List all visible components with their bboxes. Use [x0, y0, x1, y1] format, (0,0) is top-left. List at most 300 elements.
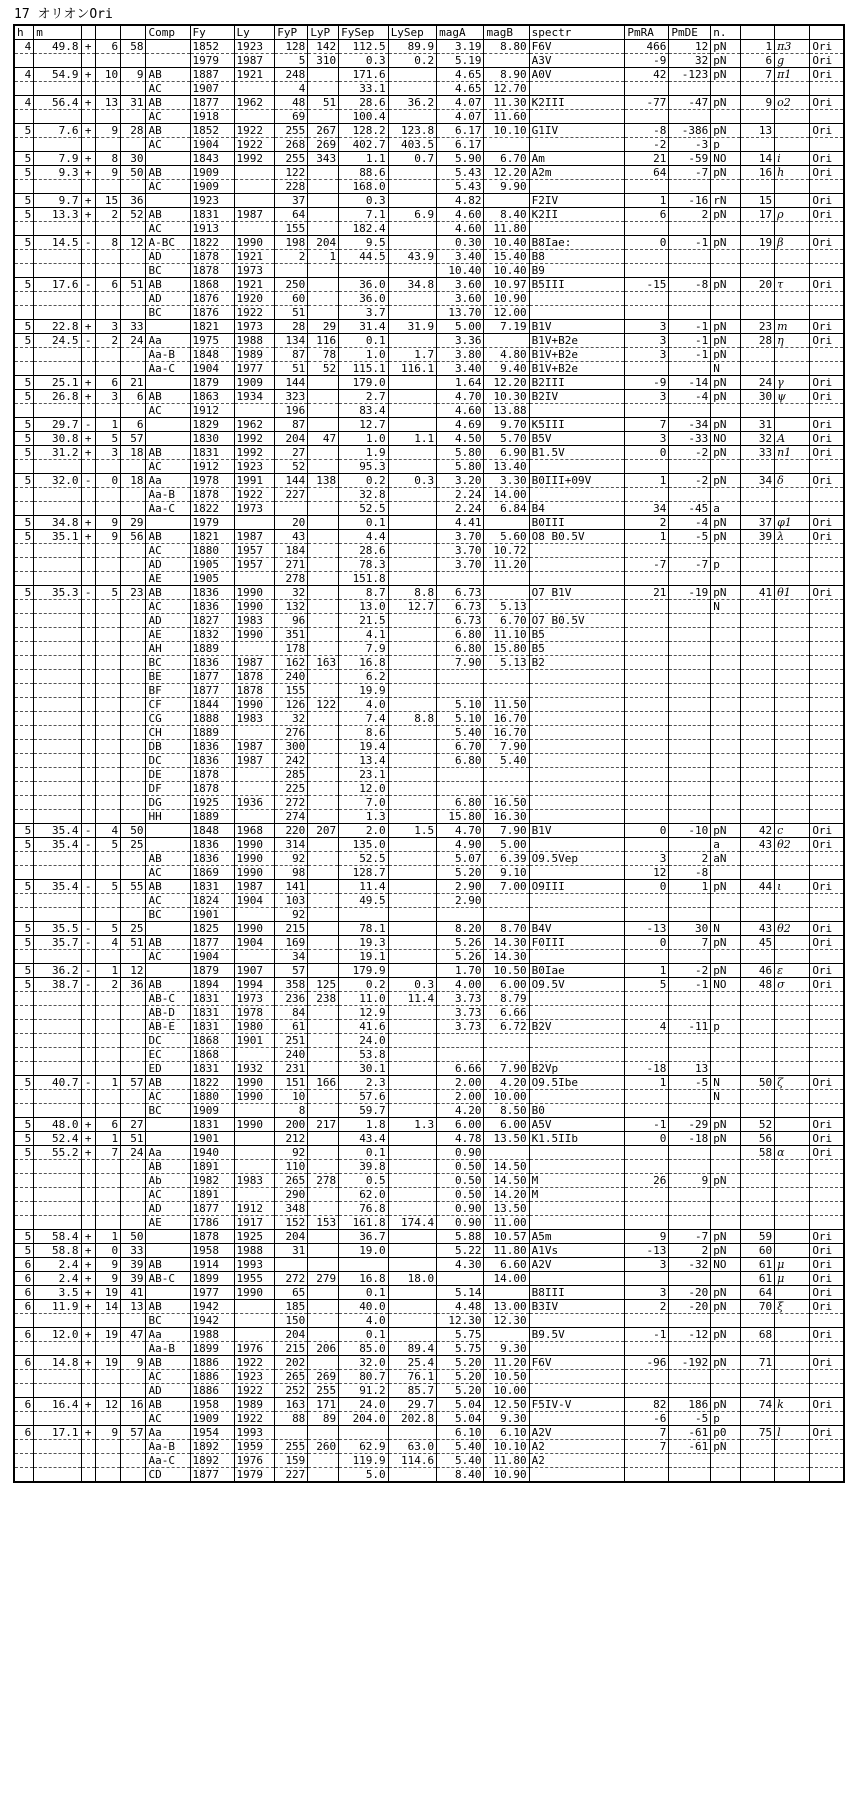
- table-row: [15, 1104, 843, 1118]
- cell-fysep: 7.4: [339, 712, 389, 726]
- cell-comp: AB: [146, 880, 190, 894]
- cell-fysep: 182.4: [339, 222, 389, 236]
- cell-ly: 1983: [234, 614, 275, 628]
- cell-fysep: 9.5: [339, 236, 389, 250]
- cell-lysep: [388, 1132, 436, 1146]
- cell-note: [711, 306, 741, 320]
- cell-sign: +: [81, 1244, 95, 1258]
- cell-maga: 3.80: [437, 348, 484, 362]
- cell-lysep: 8.8: [388, 712, 436, 726]
- cell-magb: 11.60: [484, 110, 529, 124]
- cell-dec-deg: [95, 306, 120, 320]
- cell-dec-deg: [95, 908, 120, 922]
- cell-pmra: -7: [625, 558, 669, 572]
- cell-magb: 6.70: [484, 614, 529, 628]
- cell-dec-min: [121, 292, 146, 306]
- cell-letter: [775, 1020, 810, 1034]
- cell-lyp: [308, 1006, 339, 1020]
- cell-dec-deg: [95, 992, 120, 1006]
- cell-lysep: [388, 670, 436, 684]
- cell-spectr: [529, 908, 625, 922]
- cell-h: 5: [15, 1132, 34, 1146]
- cell-note: [711, 1370, 741, 1384]
- cell-const: Ori: [810, 1398, 843, 1412]
- cell-letter: θ2: [775, 838, 810, 852]
- cell-fy: 1878: [190, 782, 234, 796]
- header-dec-min: [121, 26, 146, 40]
- cell-note: [711, 684, 741, 698]
- cell-note: [711, 768, 741, 782]
- cell-pmra: 3: [625, 852, 669, 866]
- table-row: [15, 950, 843, 964]
- cell-comp: AC: [146, 1188, 190, 1202]
- cell-m: 35.7: [34, 936, 81, 950]
- cell-number: [740, 1370, 774, 1384]
- cell-h: [15, 992, 34, 1006]
- cell-spectr: [529, 992, 625, 1006]
- cell-m: [34, 362, 81, 376]
- cell-note: [711, 614, 741, 628]
- cell-fy: 1877: [190, 1202, 234, 1216]
- cell-pmra: 9: [625, 1230, 669, 1244]
- cell-number: [740, 558, 774, 572]
- cell-lysep: [388, 1174, 436, 1188]
- cell-spectr: F2IV: [529, 194, 625, 208]
- cell-pmra: [625, 712, 669, 726]
- cell-fy: 1822: [190, 502, 234, 516]
- cell-h: 5: [15, 166, 34, 180]
- cell-fy: 1901: [190, 1132, 234, 1146]
- cell-fyp: 285: [275, 768, 308, 782]
- cell-pmra: 3: [625, 432, 669, 446]
- table-row: [15, 558, 843, 572]
- cell-fy: 1825: [190, 922, 234, 936]
- table-row: [15, 1160, 843, 1174]
- cell-fyp: 144: [275, 474, 308, 488]
- cell-spectr: [529, 572, 625, 586]
- cell-dec-deg: [95, 656, 120, 670]
- cell-fysep: 115.1: [339, 362, 389, 376]
- cell-fyp: 236: [275, 992, 308, 1006]
- cell-comp: DC: [146, 754, 190, 768]
- table-row: [15, 684, 843, 698]
- cell-lyp: [308, 376, 339, 390]
- cell-maga: 6.17: [437, 138, 484, 152]
- cell-number: [740, 712, 774, 726]
- table-row: [15, 292, 843, 306]
- table-row: [15, 1412, 843, 1426]
- cell-maga: 4.90: [437, 838, 484, 852]
- cell-pmde: [669, 292, 711, 306]
- cell-dec-deg: [95, 1216, 120, 1230]
- cell-lysep: [388, 1104, 436, 1118]
- cell-pmde: [669, 740, 711, 754]
- cell-maga: 0.90: [437, 1216, 484, 1230]
- cell-comp: EC: [146, 1048, 190, 1062]
- cell-fysep: 0.1: [339, 1286, 389, 1300]
- cell-lysep: [388, 236, 436, 250]
- cell-sign: [81, 544, 95, 558]
- cell-lyp: 260: [308, 1440, 339, 1454]
- cell-fy: 1894: [190, 978, 234, 992]
- cell-lyp: [308, 1300, 339, 1314]
- cell-dec-min: [121, 222, 146, 236]
- table-row: [15, 1286, 843, 1300]
- cell-pmra: [625, 1160, 669, 1174]
- table-row: [15, 1328, 843, 1342]
- cell-h: 5: [15, 936, 34, 950]
- cell-h: 5: [15, 1146, 34, 1160]
- cell-dec-min: [121, 1342, 146, 1356]
- cell-fyp: [275, 1426, 308, 1440]
- cell-fyp: 37: [275, 194, 308, 208]
- cell-fyp: 87: [275, 418, 308, 432]
- cell-spectr: A2V: [529, 1258, 625, 1272]
- cell-magb: 9.40: [484, 362, 529, 376]
- cell-m: [34, 628, 81, 642]
- cell-comp: AB: [146, 1160, 190, 1174]
- table-row: [15, 82, 843, 96]
- cell-pmra: -96: [625, 1356, 669, 1370]
- cell-fysep: 91.2: [339, 1384, 389, 1398]
- cell-magb: 11.20: [484, 558, 529, 572]
- cell-magb: 4.80: [484, 348, 529, 362]
- cell-pmra: [625, 768, 669, 782]
- cell-pmra: -1: [625, 1118, 669, 1132]
- cell-const: [810, 712, 843, 726]
- cell-sign: +: [81, 432, 95, 446]
- cell-h: [15, 1034, 34, 1048]
- cell-comp: BC: [146, 1104, 190, 1118]
- cell-ly: 1932: [234, 1062, 275, 1076]
- cell-magb: 16.30: [484, 810, 529, 824]
- cell-const: [810, 782, 843, 796]
- cell-sign: -: [81, 824, 95, 838]
- cell-fyp: 351: [275, 628, 308, 642]
- cell-fy: 1891: [190, 1160, 234, 1174]
- cell-comp: [146, 1230, 190, 1244]
- cell-comp: [146, 1286, 190, 1300]
- cell-comp: AB: [146, 124, 190, 138]
- cell-magb: 7.90: [484, 740, 529, 754]
- cell-dec-deg: 7: [95, 1146, 120, 1160]
- cell-spectr: [529, 1384, 625, 1398]
- cell-letter: [775, 1230, 810, 1244]
- cell-note: pN: [711, 1328, 741, 1342]
- table-row: [15, 250, 843, 264]
- cell-comp: AC: [146, 1370, 190, 1384]
- cell-pmra: [625, 488, 669, 502]
- cell-h: [15, 1342, 34, 1356]
- cell-comp: [146, 54, 190, 68]
- cell-lysep: 36.2: [388, 96, 436, 110]
- cell-lyp: 142: [308, 40, 339, 54]
- cell-spectr: [529, 698, 625, 712]
- cell-magb: 15.80: [484, 642, 529, 656]
- cell-comp: [146, 922, 190, 936]
- table-row: [15, 1440, 843, 1454]
- cell-magb: 9.10: [484, 866, 529, 880]
- cell-maga: 6.73: [437, 614, 484, 628]
- cell-fysep: 7.9: [339, 642, 389, 656]
- table-row: [15, 1062, 843, 1076]
- cell-const: [810, 222, 843, 236]
- cell-m: 58.8: [34, 1244, 81, 1258]
- cell-letter: [775, 726, 810, 740]
- catalog-sheet: [13, 6, 845, 1483]
- cell-maga: 3.73: [437, 1020, 484, 1034]
- cell-const: [810, 1314, 843, 1328]
- cell-number: [740, 264, 774, 278]
- table-row: [15, 348, 843, 362]
- cell-m: [34, 250, 81, 264]
- cell-lyp: [308, 1132, 339, 1146]
- cell-spectr: O9.5Ibe: [529, 1076, 625, 1090]
- cell-lyp: [308, 68, 339, 82]
- cell-dec-min: 36: [121, 978, 146, 992]
- cell-dec-deg: 9: [95, 166, 120, 180]
- cell-dec-min: [121, 810, 146, 824]
- cell-pmde: -4: [669, 516, 711, 530]
- cell-lyp: 1: [308, 250, 339, 264]
- cell-pmra: [625, 264, 669, 278]
- cell-lysep: 0.7: [388, 152, 436, 166]
- cell-number: [740, 488, 774, 502]
- cell-maga: 5.22: [437, 1244, 484, 1258]
- cell-ly: 1987: [234, 740, 275, 754]
- cell-lysep: [388, 194, 436, 208]
- cell-maga: 8.40: [437, 1468, 484, 1482]
- cell-spectr: B0: [529, 1104, 625, 1118]
- cell-dec-deg: [95, 670, 120, 684]
- cell-spectr: B0III: [529, 516, 625, 530]
- header-lyp: LyP: [308, 26, 339, 40]
- cell-pmra: [625, 628, 669, 642]
- cell-fysep: 0.2: [339, 978, 389, 992]
- cell-lyp: [308, 1202, 339, 1216]
- cell-sign: -: [81, 978, 95, 992]
- table-row: [15, 502, 843, 516]
- header-fysep: FySep: [339, 26, 389, 40]
- cell-pmra: [625, 726, 669, 740]
- cell-dec-min: [121, 656, 146, 670]
- cell-dec-deg: [95, 404, 120, 418]
- cell-sign: +: [81, 516, 95, 530]
- table-row: [15, 656, 843, 670]
- cell-number: 30: [740, 390, 774, 404]
- cell-h: [15, 1174, 34, 1188]
- cell-pmra: [625, 1090, 669, 1104]
- cell-lyp: [308, 894, 339, 908]
- cell-letter: [775, 908, 810, 922]
- cell-note: pN: [711, 1300, 741, 1314]
- cell-dec-deg: [95, 264, 120, 278]
- cell-h: [15, 488, 34, 502]
- cell-dec-min: [121, 670, 146, 684]
- cell-fy: 1914: [190, 1258, 234, 1272]
- cell-magb: 7.90: [484, 824, 529, 838]
- cell-const: Ori: [810, 474, 843, 488]
- cell-dec-min: 57: [121, 1076, 146, 1090]
- cell-note: [711, 1202, 741, 1216]
- cell-fyp: 278: [275, 572, 308, 586]
- cell-spectr: [529, 82, 625, 96]
- cell-maga: 5.26: [437, 950, 484, 964]
- cell-sign: +: [81, 1300, 95, 1314]
- cell-sign: [81, 796, 95, 810]
- cell-letter: i: [775, 152, 810, 166]
- cell-h: 4: [24, 40, 32, 53]
- cell-ly: 1973: [234, 320, 275, 334]
- cell-fy: 1836: [190, 656, 234, 670]
- table-row: [15, 978, 843, 992]
- cell-fysep: 13.4: [339, 754, 389, 768]
- cell-spectr: K2III: [529, 96, 625, 110]
- cell-h: [15, 670, 34, 684]
- cell-number: 42: [740, 824, 774, 838]
- cell-pmde: -2: [669, 964, 711, 978]
- cell-magb: 7.19: [484, 320, 529, 334]
- cell-fy: 1836: [190, 740, 234, 754]
- cell-lyp: [308, 278, 339, 292]
- cell-pmra: 3: [625, 320, 669, 334]
- table-row: [15, 516, 843, 530]
- cell-spectr: M: [529, 1174, 625, 1188]
- cell-fyp: 134: [275, 334, 308, 348]
- cell-const: Ori: [810, 1258, 843, 1272]
- cell-lysep: [388, 404, 436, 418]
- cell-pmra: [625, 810, 669, 824]
- cell-number: 9: [740, 96, 774, 110]
- cell-letter: [775, 1314, 810, 1328]
- cell-const: [810, 726, 843, 740]
- cell-pmde: 9: [669, 1174, 711, 1188]
- cell-sign: -: [81, 838, 95, 852]
- cell-lysep: 1.1: [388, 432, 436, 446]
- cell-h: [15, 1090, 34, 1104]
- cell-note: [711, 670, 741, 684]
- cell-const: Ori: [810, 152, 843, 166]
- cell-pmra: 2: [625, 1300, 669, 1314]
- cell-fyp: 144: [275, 376, 308, 390]
- cell-const: Ori: [810, 530, 843, 544]
- cell-pmra: [625, 1384, 669, 1398]
- cell-magb: 16.70: [484, 726, 529, 740]
- cell-dec-min: 18: [121, 446, 146, 460]
- cell-fysep: 151.8: [339, 572, 389, 586]
- cell-sign: [81, 908, 95, 922]
- cell-number: [740, 852, 774, 866]
- cell-lysep: [388, 894, 436, 908]
- cell-fy: 1886: [190, 1370, 234, 1384]
- cell-magb: 5.13: [484, 656, 529, 670]
- table-row: [15, 1384, 843, 1398]
- cell-fyp: 200: [275, 1118, 308, 1132]
- cell-maga: 5.14: [437, 1286, 484, 1300]
- cell-pmra: [625, 1146, 669, 1160]
- cell-fyp: 61: [275, 1020, 308, 1034]
- cell-lysep: [388, 1300, 436, 1314]
- cell-pmra: -15: [625, 278, 669, 292]
- table-row: [15, 586, 843, 600]
- cell-sign: -: [81, 880, 95, 894]
- cell-const: [810, 558, 843, 572]
- cell-pmde: [669, 1370, 711, 1384]
- cell-h: 4: [15, 68, 34, 82]
- cell-lyp: [308, 446, 339, 460]
- cell-letter: [775, 1006, 810, 1020]
- cell-ly: 1925: [234, 1230, 275, 1244]
- cell-const: Ori: [810, 1118, 843, 1132]
- cell-fy: 1868: [190, 1048, 234, 1062]
- cell-h: 5: [15, 474, 34, 488]
- cell-comp: [146, 40, 190, 54]
- cell-sign: [81, 698, 95, 712]
- cell-comp: AB: [146, 978, 190, 992]
- cell-fysep: 128.7: [339, 866, 389, 880]
- cell-pmra: 7: [625, 1426, 669, 1440]
- cell-ly: 1991: [234, 474, 275, 488]
- cell-h: [15, 82, 34, 96]
- cell-maga: 3.20: [437, 474, 484, 488]
- cell-fyp: 215: [275, 922, 308, 936]
- cell-note: pN: [711, 166, 741, 180]
- table-row: [15, 1090, 843, 1104]
- cell-note: [711, 810, 741, 824]
- cell-ly: [234, 1160, 275, 1174]
- cell-sign: [81, 1412, 95, 1426]
- cell-fysep: 12.7: [339, 418, 389, 432]
- cell-magb: 13.88: [484, 404, 529, 418]
- cell-comp: Aa: [146, 1328, 190, 1342]
- cell-magb: [484, 138, 529, 152]
- cell-magb: 10.10: [484, 124, 529, 138]
- cell-dec-deg: [95, 362, 120, 376]
- cell-number: [740, 292, 774, 306]
- cell-m: [34, 670, 81, 684]
- cell-spectr: O7 B0.5V: [529, 614, 625, 628]
- cell-fy: 1909: [190, 1412, 234, 1426]
- cell-fy: 1958: [190, 1244, 234, 1258]
- cell-magb: [484, 586, 529, 600]
- cell-spectr: [529, 740, 625, 754]
- cell-dec-deg: 9: [95, 1272, 120, 1286]
- cell-fy: 1925: [190, 796, 234, 810]
- cell-pmde: 32: [669, 54, 711, 68]
- cell-spectr: M: [529, 1188, 625, 1202]
- cell-dec-min: [121, 110, 146, 124]
- cell-fy: 1868: [190, 278, 234, 292]
- cell-fyp: 152: [275, 1216, 308, 1230]
- cell-lyp: 125: [308, 978, 339, 992]
- table-frame: [13, 24, 845, 1483]
- cell-dec-min: [121, 950, 146, 964]
- cell-pmde: -1: [669, 978, 711, 992]
- cell-dec-deg: [95, 1048, 120, 1062]
- cell-pmde: -7: [669, 1230, 711, 1244]
- cell-fyp: 248: [275, 68, 308, 82]
- table-row: [15, 712, 843, 726]
- cell-pmra: [625, 110, 669, 124]
- cell-comp: AB: [146, 166, 190, 180]
- cell-number: 17: [740, 208, 774, 222]
- cell-fy: 1958: [190, 1398, 234, 1412]
- cell-h: [15, 740, 34, 754]
- cell-m: 14.8: [34, 1356, 81, 1370]
- cell-ly: 1987: [234, 530, 275, 544]
- cell-pmra: 3: [625, 1258, 669, 1272]
- cell-fy: 1889: [190, 810, 234, 824]
